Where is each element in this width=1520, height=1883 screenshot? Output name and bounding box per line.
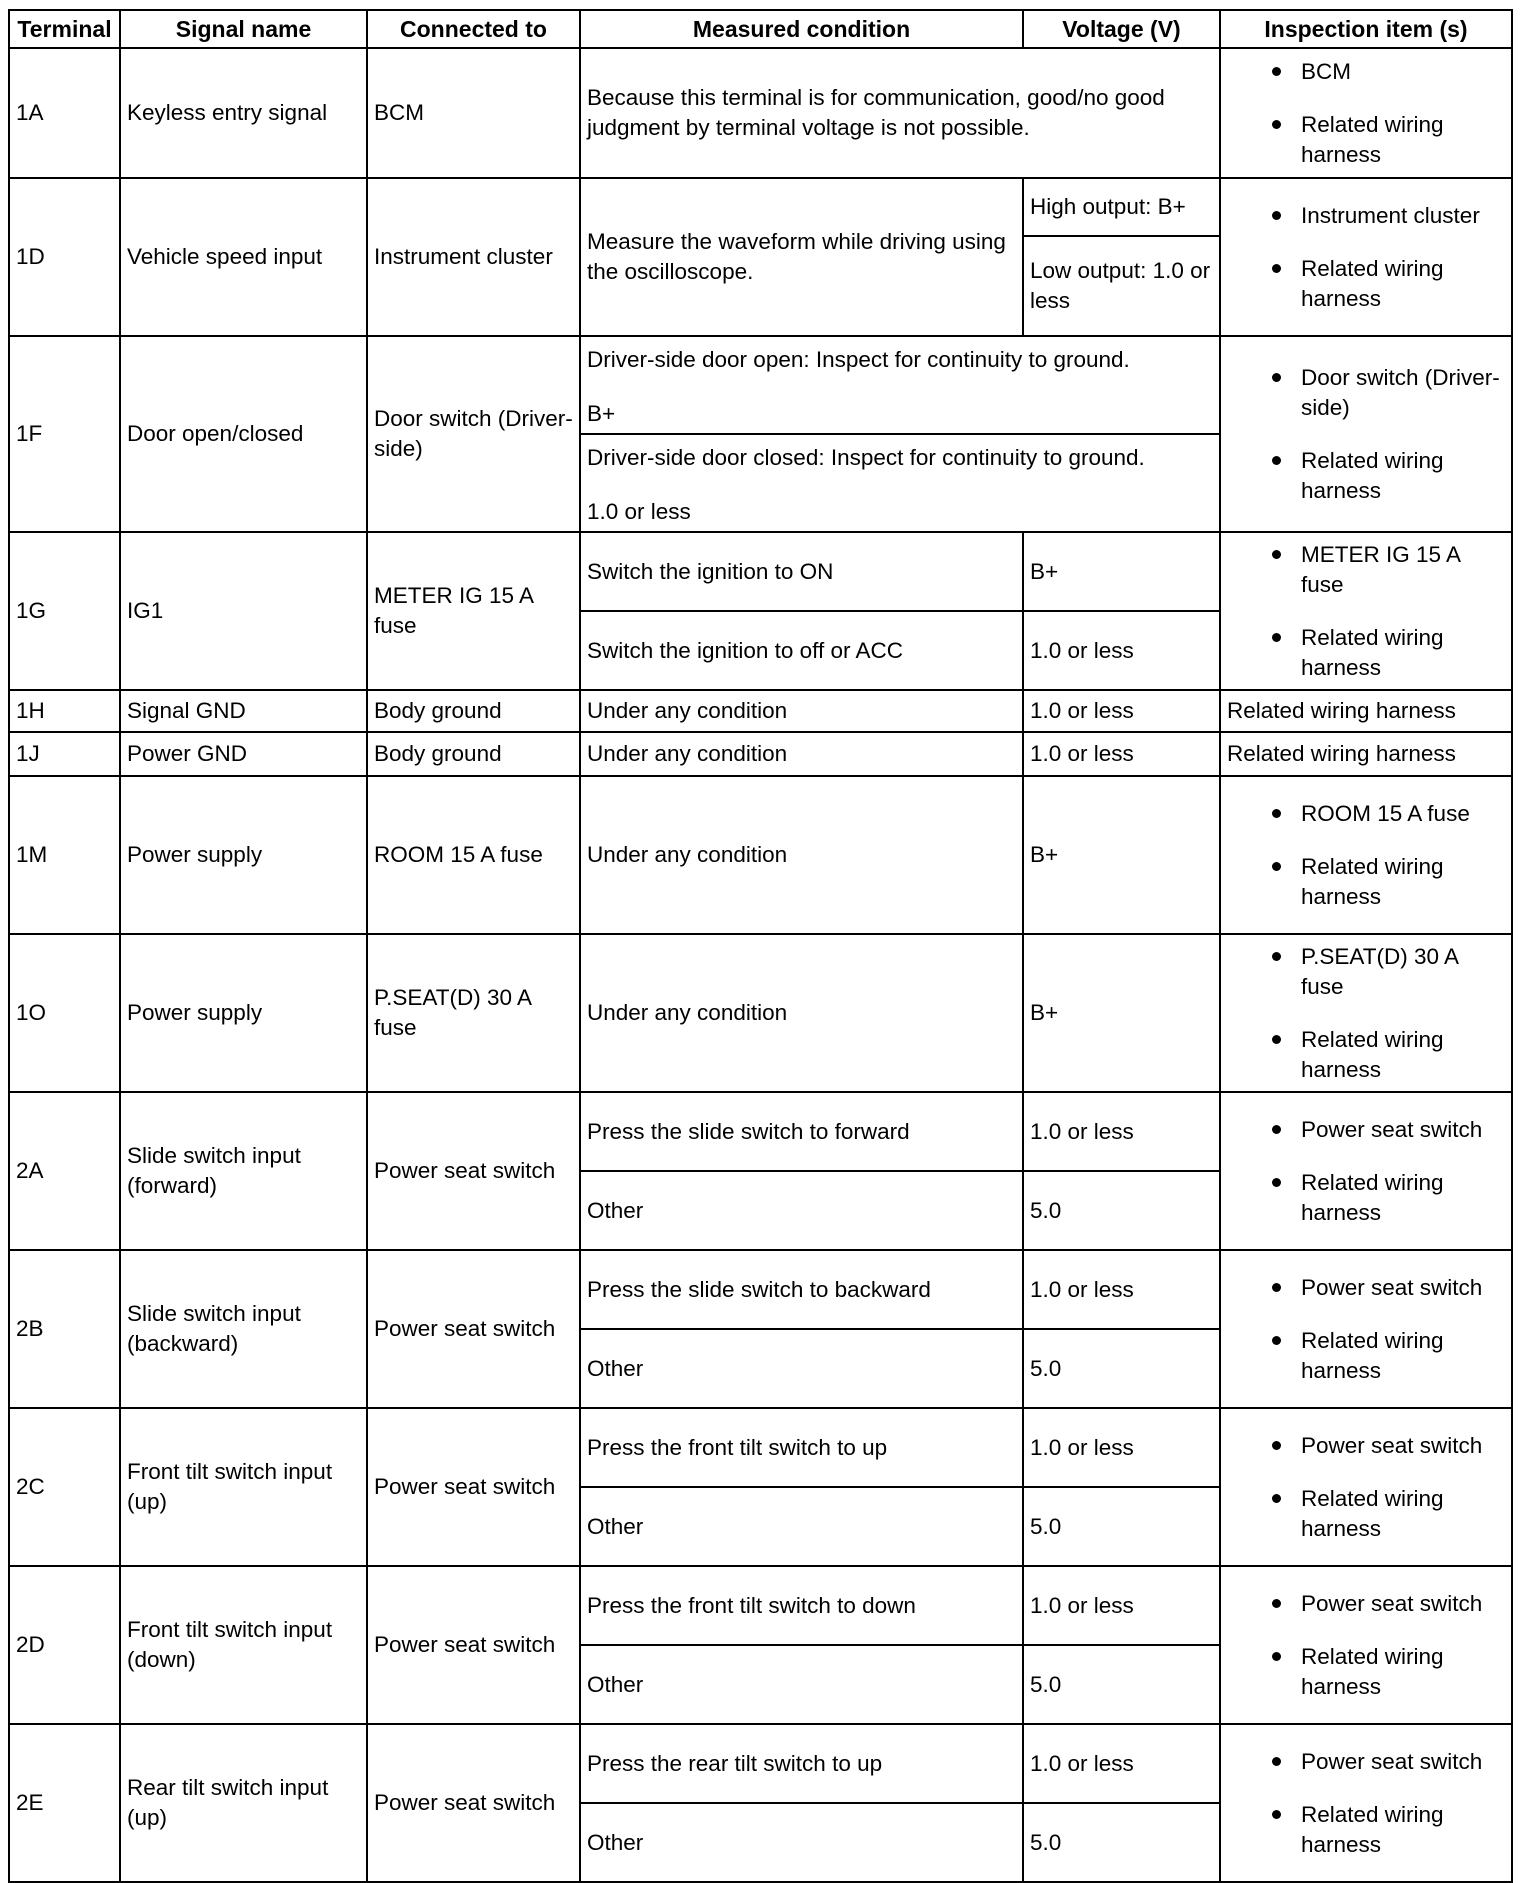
table-row	[9, 532, 1512, 611]
inspection-item: Power seat switch	[1227, 1273, 1505, 1303]
voltage-cell: 1.0 or less	[1023, 1250, 1220, 1329]
voltage-cell: 1.0 or less	[1023, 611, 1220, 690]
condition-cell: Under any condition	[580, 934, 1023, 1092]
voltage-text: B+	[587, 401, 616, 426]
header-connected-to: Connected to	[367, 10, 580, 48]
connected-cell: METER IG 15 A fuse	[367, 532, 580, 690]
inspection-item: BCM	[1227, 57, 1505, 87]
condition-cell	[580, 434, 1220, 532]
inspection-item: Related wiring harness	[1227, 1168, 1505, 1228]
inspection-item: Power seat switch	[1227, 1589, 1505, 1619]
inspection-cell	[1220, 1566, 1512, 1724]
condition-cell: Under any condition	[580, 732, 1023, 776]
voltage-cell: 1.0 or less	[1023, 1092, 1220, 1171]
header-inspection-items: Inspection item (s)	[1220, 10, 1512, 48]
table-row	[9, 1724, 1512, 1803]
inspection-item: Related wiring harness	[1227, 1326, 1505, 1386]
table-row	[9, 732, 1512, 776]
voltage-cell: 5.0	[1023, 1329, 1220, 1408]
terminal-cell: 2D	[9, 1566, 120, 1724]
signal-cell: Power supply	[120, 934, 367, 1092]
connected-cell: Door switch (Driver-side)	[367, 336, 580, 532]
signal-cell: Vehicle speed input	[120, 178, 367, 336]
terminal-cell: 2C	[9, 1408, 120, 1566]
voltage-cell: High output: B+	[1023, 178, 1220, 236]
condition-cell: Other	[580, 1645, 1023, 1724]
voltage-cell: 5.0	[1023, 1171, 1220, 1250]
terminal-cell: 1F	[9, 336, 120, 532]
inspection-item: P.SEAT(D) 30 A fuse	[1227, 942, 1505, 1002]
voltage-cell: 1.0 or less	[1023, 690, 1220, 732]
inspection-cell	[1220, 178, 1512, 336]
inspection-cell: Related wiring harness	[1220, 732, 1512, 776]
terminal-cell: 1G	[9, 532, 120, 690]
inspection-item: Related wiring harness	[1227, 852, 1505, 912]
voltage-cell: 1.0 or less	[1023, 1566, 1220, 1645]
connected-cell: Instrument cluster	[367, 178, 580, 336]
voltage-cell: 1.0 or less	[1023, 732, 1220, 776]
inspection-item: Related wiring harness	[1227, 110, 1505, 170]
table-row	[9, 178, 1512, 236]
condition-cell: Under any condition	[580, 776, 1023, 934]
inspection-item: Power seat switch	[1227, 1431, 1505, 1461]
signal-cell: Signal GND	[120, 690, 367, 732]
voltage-cell: B+	[1023, 776, 1220, 934]
condition-cell: Other	[580, 1803, 1023, 1882]
inspection-cell	[1220, 336, 1512, 532]
terminal-cell: 2A	[9, 1092, 120, 1250]
header-measured-condition: Measured condition	[580, 10, 1023, 48]
connected-cell: Body ground	[367, 732, 580, 776]
condition-cell: Other	[580, 1487, 1023, 1566]
inspection-item: ROOM 15 A fuse	[1227, 799, 1505, 829]
condition-text: Driver-side door closed: Inspect for continuity to ground.	[587, 445, 1145, 470]
inspection-item: Related wiring harness	[1227, 623, 1505, 683]
condition-cell: Switch the ignition to ON	[580, 532, 1023, 611]
voltage-cell: B+	[1023, 532, 1220, 611]
table-row	[9, 1408, 1512, 1487]
inspection-item: Instrument cluster	[1227, 201, 1505, 231]
table-row	[9, 1092, 1512, 1171]
inspection-item: Power seat switch	[1227, 1747, 1505, 1777]
terminal-cell: 1H	[9, 690, 120, 732]
terminal-cell: 2E	[9, 1724, 120, 1882]
inspection-cell	[1220, 48, 1512, 178]
condition-cell: Other	[580, 1329, 1023, 1408]
inspection-item: Related wiring harness	[1227, 446, 1505, 506]
terminal-cell: 1O	[9, 934, 120, 1092]
condition-cell: Press the slide switch to forward	[580, 1092, 1023, 1171]
signal-cell: Rear tilt switch input (up)	[120, 1724, 367, 1882]
terminal-cell: 1M	[9, 776, 120, 934]
condition-cell: Measure the waveform while driving using the oscilloscope.	[580, 178, 1023, 336]
condition-cell: Press the rear tilt switch to up	[580, 1724, 1023, 1803]
header-signal-name: Signal name	[120, 10, 367, 48]
terminal-cell: 2B	[9, 1250, 120, 1408]
terminal-cell: 1A	[9, 48, 120, 178]
terminal-inspection-table	[8, 9, 1513, 1883]
signal-cell: Door open/closed	[120, 336, 367, 532]
inspection-cell	[1220, 934, 1512, 1092]
voltage-cell: B+	[1023, 934, 1220, 1092]
inspection-cell: Related wiring harness	[1220, 690, 1512, 732]
condition-cell: Press the slide switch to backward	[580, 1250, 1023, 1329]
table-row	[9, 934, 1512, 1092]
table-row	[9, 1250, 1512, 1329]
inspection-cell	[1220, 1724, 1512, 1882]
inspection-cell	[1220, 1250, 1512, 1408]
inspection-item: Power seat switch	[1227, 1115, 1505, 1145]
inspection-cell	[1220, 532, 1512, 690]
connected-cell: Body ground	[367, 690, 580, 732]
voltage-cell: 1.0 or less	[1023, 1724, 1220, 1803]
signal-cell: Power GND	[120, 732, 367, 776]
terminal-cell: 1J	[9, 732, 120, 776]
voltage-cell: Low output: 1.0 or less	[1023, 236, 1220, 336]
inspection-item: Related wiring harness	[1227, 1484, 1505, 1544]
condition-cell: Switch the ignition to off or ACC	[580, 611, 1023, 690]
signal-cell: Slide switch input (forward)	[120, 1092, 367, 1250]
table-row	[9, 336, 1512, 434]
signal-cell: Keyless entry signal	[120, 48, 367, 178]
voltage-cell: 5.0	[1023, 1645, 1220, 1724]
condition-cell: Under any condition	[580, 690, 1023, 732]
voltage-cell: 1.0 or less	[1023, 1408, 1220, 1487]
connected-cell: BCM	[367, 48, 580, 178]
condition-cell: Press the front tilt switch to down	[580, 1566, 1023, 1645]
header-row	[9, 10, 1512, 48]
inspection-item: Related wiring harness	[1227, 1025, 1505, 1085]
inspection-cell	[1220, 1408, 1512, 1566]
condition-text: Driver-side door open: Inspect for continuity to ground.	[587, 347, 1130, 372]
signal-cell: Front tilt switch input (up)	[120, 1408, 367, 1566]
inspection-cell	[1220, 776, 1512, 934]
voltage-cell: 5.0	[1023, 1803, 1220, 1882]
signal-cell: IG1	[120, 532, 367, 690]
connected-cell: ROOM 15 A fuse	[367, 776, 580, 934]
inspection-item: Door switch (Driver-side)	[1227, 363, 1505, 423]
connected-cell: Power seat switch	[367, 1250, 580, 1408]
condition-cell: Press the front tilt switch to up	[580, 1408, 1023, 1487]
condition-cell: Other	[580, 1171, 1023, 1250]
connected-cell: Power seat switch	[367, 1566, 580, 1724]
signal-cell: Slide switch input (backward)	[120, 1250, 367, 1408]
connected-cell: Power seat switch	[367, 1092, 580, 1250]
table-row	[9, 48, 1512, 178]
table-row	[9, 776, 1512, 934]
header-voltage: Voltage (V)	[1023, 10, 1220, 48]
connected-cell: Power seat switch	[367, 1408, 580, 1566]
inspection-item: METER IG 15 A fuse	[1227, 540, 1505, 600]
connected-cell: P.SEAT(D) 30 A fuse	[367, 934, 580, 1092]
table-row	[9, 1566, 1512, 1645]
signal-cell: Front tilt switch input (down)	[120, 1566, 367, 1724]
voltage-text: 1.0 or less	[587, 499, 691, 524]
inspection-item: Related wiring harness	[1227, 1800, 1505, 1860]
table-row	[9, 690, 1512, 732]
inspection-item: Related wiring harness	[1227, 254, 1505, 314]
inspection-item: Related wiring harness	[1227, 1642, 1505, 1702]
signal-cell: Power supply	[120, 776, 367, 934]
terminal-cell: 1D	[9, 178, 120, 336]
header-terminal: Terminal	[9, 10, 120, 48]
voltage-cell: 5.0	[1023, 1487, 1220, 1566]
condition-cell: Because this terminal is for communication, good/no good judgment by terminal voltage is not possible.	[580, 48, 1220, 178]
inspection-cell	[1220, 1092, 1512, 1250]
connected-cell: Power seat switch	[367, 1724, 580, 1882]
condition-cell	[580, 336, 1220, 434]
